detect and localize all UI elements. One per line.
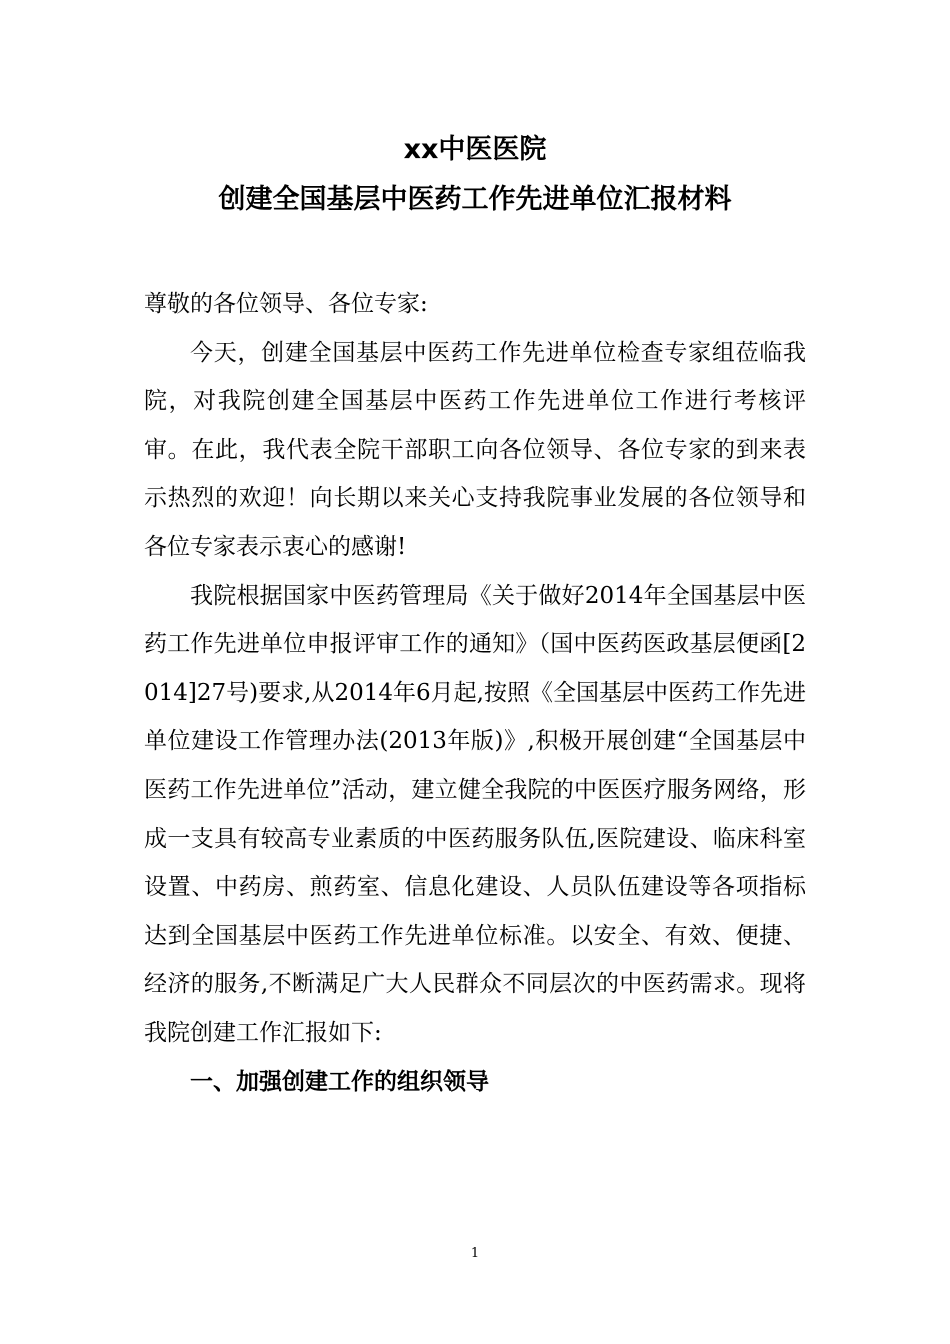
salutation: 尊敬的各位领导、各位专家: xyxy=(144,291,428,317)
section-heading: 一、加强创建工作的组织领导 xyxy=(190,1068,489,1095)
document-title-line-1: xx中医医院 xyxy=(403,134,547,165)
document-body xyxy=(144,280,806,1106)
paragraph-background: 我院根据国家中医药管理局《关于做好2014年全国基层中医药工作先进单位申报评审工作的通知》（国中医药医政基层便函[2014]27号)要求,从2014年6月起,按照《全国基层中医药工作先进单位建设工作管理办法(2013年版)》,积极开展创建“全国基层中医药工作先进单位”活动，建立健全我院的中医医疗服务网络，形成一支具有较高专业素质的中医药服务队伍,医院建设、临床科室设置、中药房、煎药室、信息化建设、人员队伍建设等各项指标达到全国基层中医药工作先进单位标准。以安全、有效、便捷、经济的服务,不断满足广大人民群众不同层次的中医药需求。现将我院创建工作汇报如下: xyxy=(144,582,806,1046)
page-number: 1 xyxy=(470,1246,480,1261)
document-title-line-2: 创建全国基层中医药工作先进单位汇报材料 xyxy=(218,184,732,215)
paragraph-welcome: 今天，创建全国基层中医药工作先进单位检查专家组莅临我院，对我院创建全国基层中医药工作先进单位工作进行考核评审。在此，我代表全院干部职工向各位领导、各位专家的到来表示热烈的欢迎！向长期以来关心支持我院事业发展的各位领导和各位专家表示衷心的感谢! xyxy=(144,339,806,560)
